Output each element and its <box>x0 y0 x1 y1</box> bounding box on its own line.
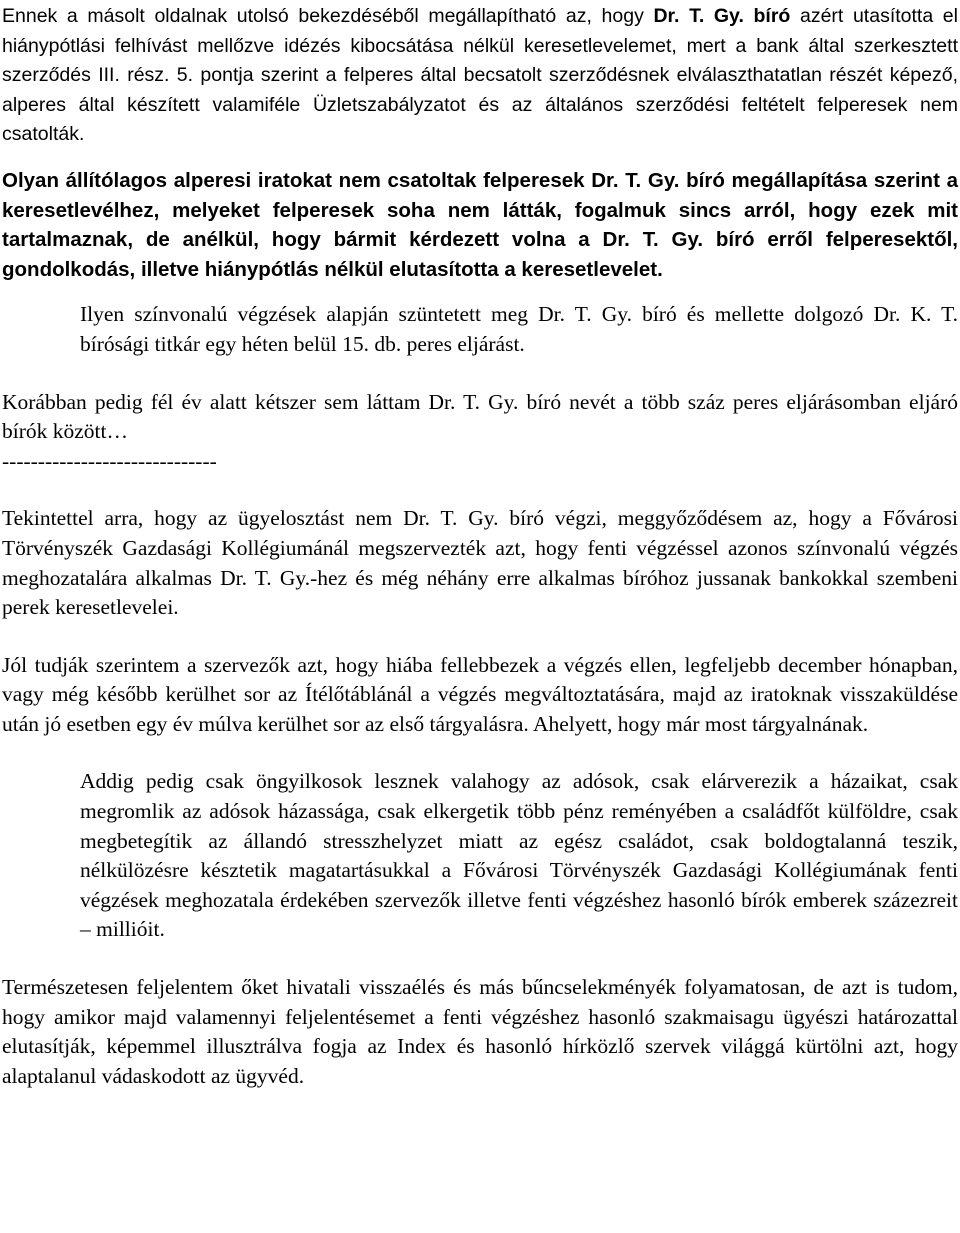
p1-judge-name: Dr. T. Gy. <box>653 5 744 27</box>
p1-judge-title: bíró <box>753 5 791 27</box>
document-page <box>2 0 958 1091</box>
p1-space <box>744 5 754 27</box>
paragraph-3-indented: Ilyen színvonalú végzések alapján szüntetett meg Dr. T. Gy. bíró és mellette dolgozó Dr. K. T. bírósági titkár egy héten belül 15. db. peres eljárást. <box>80 302 958 356</box>
paragraph-1 <box>2 2 958 150</box>
paragraph-4: Korábban pedig fél év alatt kétszer sem láttam Dr. T. Gy. bíró nevét a több száz peres eljárásomban eljáró bírók között… <box>2 389 958 444</box>
separator-dashes: ------------------------------ <box>2 448 217 473</box>
paragraph-8: Természetesen feljelentem őket hivatali visszaélés és más bűncselekményék folyamatosan, de azt is tudom, hogy amikor majd valamennyi feljelentésemet a fenti végzéshez hasonló szakmaisagu ügyészi határozattal elutasítják, képemmel illusztrálva fogja az Index és hasonló hírközlő szervek világgá kürtölni azt, hogy alaptalanul vádaskodott az ügyvéd. <box>2 975 958 1088</box>
paragraph-7-indented: Addig pedig csak öngyilkosok lesznek valahogy az adósok, csak elárverezik a házaikat, csak megromlik az adósok házassága, csak elkergetik több pénz reményében a családfőt külföldre, csak megbetegítik az állandó stresszhelyzet miatt az egész családot, csak boldogtalanná teszik, nélkülözésre késztetik magatartásukkal a Fővárosi Törvényszék Gazdasági Kollégiumának fenti végzések meghozatala érdekében szervezők illetve fenti végzéshez hasonló bírók emberek százezreit – millióit. <box>80 769 958 942</box>
p1-text-c: azért utasította el hiánypótlási felhívást mellőzve idézés kibocsátása nélkül keresetlevelemet, mert a bank által szerkesztett szerződés III. rész. 5. pontja szerint a felperes által becsatolt szerződésnek elválaszthatatlan részét képező, alperes által készített valamiféle Üzletszabályzatot és az általános szerződési feltételt felperesek nem csatolták. <box>2 5 958 146</box>
paragraph-6: Jól tudják szerintem a szervezők azt, hogy hiába fellebbezek a végzés ellen, legfeljebb december hónapban, vagy még később kerülhet sor az Ítélőtáblánál a végzés megváltoztatására, majd az iratoknak visszaküldése után jó esetben egy év múlva kerülhet sor az első tárgyalásra. Ahelyett, hogy már most tárgyalnának. <box>2 652 958 736</box>
paragraph-2-bold: Olyan állítólagos alperesi iratokat nem csatoltak felperesek Dr. T. Gy. bíró megállapítása szerint a keresetlevélhez, melyeket felperesek soha nem látták, fogalmuk sincs arról, hogy ezek mit tartalmaznak, de anélkül, hogy bármit kérdezett volna a Dr. T. Gy. bíró erről felperesektől, gondolkodás, illetve hiánypótlás nélkül elutasította a keresetlevelet. <box>2 168 958 281</box>
paragraph-5: Tekintettel arra, hogy az ügyelosztást nem Dr. T. Gy. bíró végzi, meggyőződésem az, hogy a Fővárosi Törvényszék Gazdasági Kollégiumánál megszervezték azt, hogy fenti végzéssel azonos színvonalú végzés meghozatalára alkalmas Dr. T. Gy.-hez és még néhány erre alkalmas bíróhoz jussanak bankokkal szembeni perek keresetlevelei. <box>2 506 958 620</box>
p1-text-a: Ennek a másolt oldalnak utolsó bekezdéséből megállapítható az, hogy <box>2 5 654 27</box>
